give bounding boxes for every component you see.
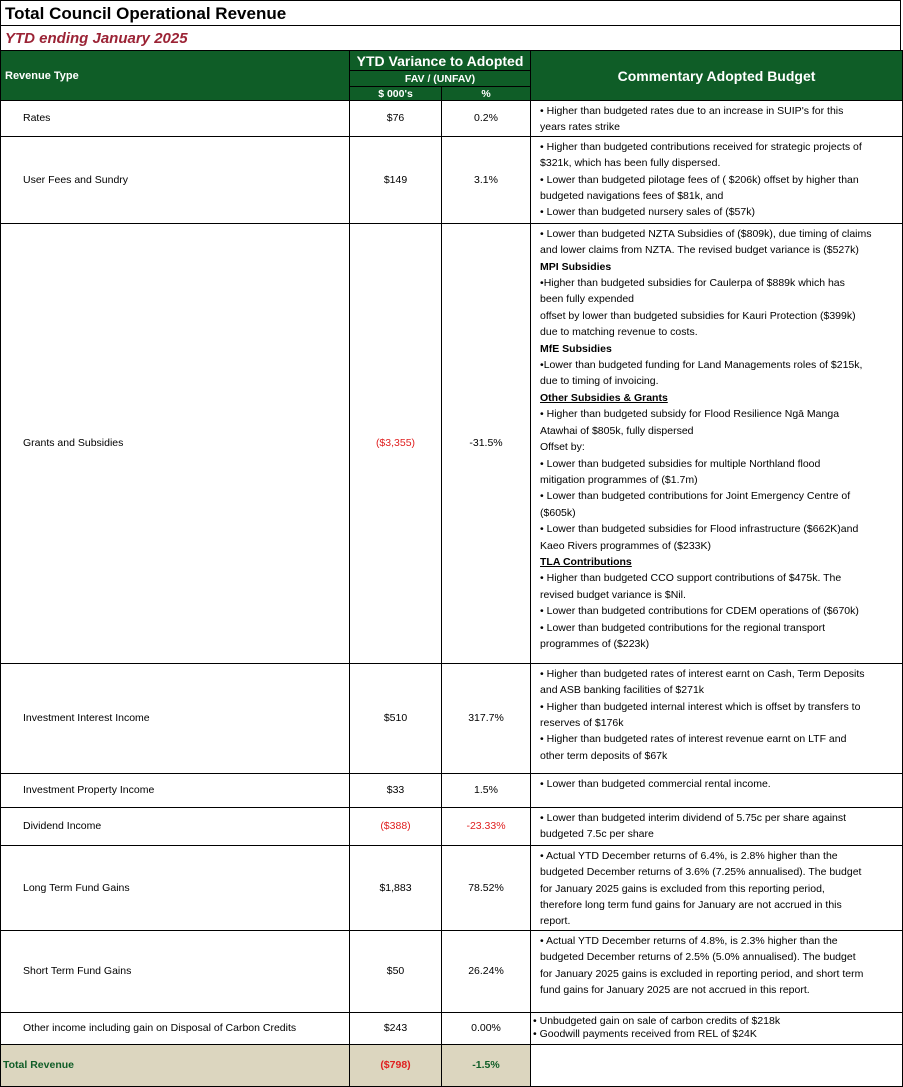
variance-amount-cell: $33 (350, 773, 442, 807)
variance-pct-cell: 317.7% (442, 663, 531, 773)
header-variance: YTD Variance to Adopted (350, 51, 531, 71)
revenue-type-cell: Short Term Fund Gains (1, 930, 350, 1012)
revenue-type-cell: Rates (1, 101, 350, 137)
revenue-type-cell: Investment Interest Income (1, 663, 350, 773)
total-row (1, 1044, 903, 1086)
variance-pct-cell: 0.00% (442, 1012, 531, 1044)
commentary-line: • Higher than budgeted CCO support contributions of $475k. The revised budget variance is $Nil. (540, 572, 842, 601)
commentary-line: • Lower than budgeted subsidies for Flood infrastructure ($662K)and Kaeo Rivers programmes of ($233K) (540, 523, 859, 552)
report-title-bar (0, 0, 901, 26)
variance-amount-cell: $76 (350, 101, 442, 137)
total-commentary-cell (531, 1044, 903, 1086)
commentary-line: • Higher than budgeted rates due to an increase in SUIP's for this years rates strike (540, 105, 844, 134)
commentary-cell (531, 930, 903, 1012)
commentary-line: • Higher than budgeted rates of interest earnt on Cash, Term Deposits and ASB banking facilities of $271k (540, 667, 865, 697)
commentary-line: • Lower than budgeted subsidies for multiple Northland flood mitigation programmes of ($1.7m) (540, 457, 821, 486)
variance-amount-cell: ($388) (350, 807, 442, 845)
commentary-line: Offset by: (540, 441, 585, 454)
commentary-cell (531, 845, 903, 930)
variance-pct-cell: 78.52% (442, 845, 531, 930)
commentary-subheading: Other Subsidies & Grants (540, 391, 668, 404)
commentary-cell (531, 773, 903, 807)
table-row (1, 807, 903, 845)
commentary-subheading: MfE Subsidies (540, 342, 612, 355)
commentary-subheading: MPI Subsidies (540, 260, 612, 273)
revenue-type-cell: User Fees and Sundry (1, 136, 350, 223)
header-revenue-type: Revenue Type (1, 51, 350, 101)
table-row (1, 1012, 903, 1044)
commentary-line: • Higher than budgeted internal interest which is offset by transfers to reserves of $176k (540, 700, 861, 730)
variance-amount-cell: $149 (350, 136, 442, 223)
commentary-line: • Lower than budgeted nursery sales of ($57k) (540, 206, 755, 219)
commentary-line: • Goodwill payments received from REL of $24K (533, 1027, 757, 1040)
variance-pct-cell: -23.33% (442, 807, 531, 845)
report-subtitle-bar (0, 26, 901, 50)
commentary-cell (531, 223, 903, 663)
commentary-line: • Higher than budgeted subsidy for Flood Resilience Ngā Manga Atawhai of $805k, fully dispersed (540, 408, 840, 437)
total-pct: -1.5% (442, 1044, 531, 1086)
total-amount: ($798) (350, 1044, 442, 1086)
commentary-line: • Lower than budgeted interim dividend of 5.75c per share against budgeted 7.5c per share (540, 811, 847, 841)
variance-amount-cell: $50 (350, 930, 442, 1012)
commentary-line: • Lower than budgeted contributions for CDEM operations of ($670k) (540, 605, 859, 618)
table-row (1, 663, 903, 773)
header-fav-unfav: FAV / (UNFAV) (350, 71, 531, 87)
report-title: Total Council Operational Revenue (5, 4, 287, 23)
variance-pct-cell: 26.24% (442, 930, 531, 1012)
variance-amount-cell: $510 (350, 663, 442, 773)
header-commentary: Commentary Adopted Budget (531, 51, 903, 101)
commentary-cell (531, 136, 903, 223)
variance-pct-cell: 3.1% (442, 136, 531, 223)
commentary-line: • Lower than budgeted pilotage fees of ( $206k) offset by higher than budgeted navigations fees of $81k, and (540, 173, 859, 203)
commentary-cell (531, 101, 903, 137)
table-row (1, 136, 903, 223)
table-row (1, 773, 903, 807)
table-row (1, 845, 903, 930)
variance-pct-cell: 0.2% (442, 101, 531, 137)
header-unit-pct: % (442, 87, 531, 101)
commentary-line: • Higher than budgeted contributions received for strategic projects of $321k, which has been fully dispersed. (540, 140, 862, 170)
commentary-line: • Actual YTD December returns of 4.8%, is 2.3% higher than the budgeted December returns of 2.5% (5.0% annualised). The budget for January 2025 gains is excluded in reporting period, and short term fund gains for January 2025 are not accrued in this report. (540, 934, 864, 997)
commentary-subheading: TLA Contributions (540, 555, 632, 568)
commentary-line: • Lower than budgeted contributions for the regional transport programmes of ($223k) (540, 621, 826, 650)
commentary-cell (531, 1012, 903, 1044)
commentary-line: • Lower than budgeted contributions for Joint Emergency Centre of ($605k) (540, 490, 851, 519)
commentary-line: • Lower than budgeted NZTA Subsidies of ($809k), due timing of claims and lower claims from NZTA. The revised budget variance is ($527k) (540, 227, 872, 257)
table-row (1, 223, 903, 663)
variance-pct-cell: 1.5% (442, 773, 531, 807)
commentary-cell (531, 663, 903, 773)
variance-pct-cell: -31.5% (442, 223, 531, 663)
revenue-type-cell: Investment Property Income (1, 773, 350, 807)
revenue-type-cell: Grants and Subsidies (1, 223, 350, 663)
table-row (1, 101, 903, 137)
revenue-table (0, 50, 903, 1087)
variance-amount-cell: $1,883 (350, 845, 442, 930)
report-subtitle: YTD ending January 2025 (5, 30, 188, 47)
revenue-type-cell: Other income including gain on Disposal of Carbon Credits (1, 1012, 350, 1044)
commentary-line: • Actual YTD December returns of 6.4%, is 2.8% higher than the budgeted December returns of 3.6% (7.25% annualised). The budget for January 2025 gains is excluded from this reporting period, therefore long term fund gains for January are not accrued in this report. (540, 849, 862, 928)
revenue-type-cell: Long Term Fund Gains (1, 845, 350, 930)
variance-amount-cell: ($3,355) (350, 223, 442, 663)
header-unit-amount: $ 000's (350, 87, 442, 101)
commentary-line: • Lower than budgeted commercial rental income. (540, 777, 771, 790)
commentary-cell (531, 807, 903, 845)
commentary-line: offset by lower than budgeted subsidies for Kauri Protection ($399k) due to matching revenue to costs. (540, 309, 856, 339)
revenue-type-cell: Dividend Income (1, 807, 350, 845)
variance-amount-cell: $243 (350, 1012, 442, 1044)
commentary-line: • Higher than budgeted rates of interest revenue earnt on LTF and other term deposits of $67k (540, 733, 847, 762)
commentary-line: • Unbudgeted gain on sale of carbon credits of $218k (533, 1014, 781, 1027)
table-row (1, 930, 903, 1012)
commentary-line: •Higher than budgeted subsidies for Caulerpa of $889k which has been fully expended (540, 277, 845, 306)
total-label: Total Revenue (1, 1044, 350, 1086)
commentary-line: •Lower than budgeted funding for Land Managements roles of $215k, due to timing of invoicing. (540, 359, 863, 388)
